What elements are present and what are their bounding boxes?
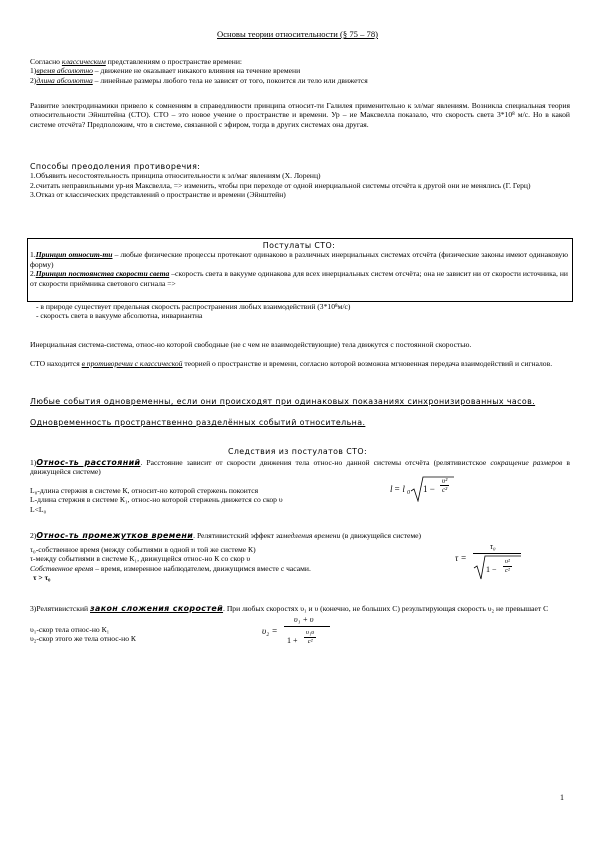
length-contraction-formula: [388, 474, 454, 502]
formula-v-inner-numerator: υ₁υ: [306, 629, 315, 636]
length-moving-definition: L-длина стержня в системе К₁, относ-но которой стержень движется со скор υ: [30, 495, 283, 505]
consequence-3-lead: Релятивистский: [36, 604, 91, 613]
intro-point-1-text: – движение не оказывает никакого влияния на течение времени: [92, 66, 301, 76]
formula-l-numerator: υ²: [442, 477, 448, 485]
postulate-consequence-2: - скорость света в вакууме абсолютна, инвариантна: [36, 311, 203, 321]
page-number: 1: [560, 793, 564, 802]
velocity-1-definition: υ₁-скор тела относ-но К₁: [30, 625, 110, 634]
sto-text-start: СТО находится: [30, 359, 82, 368]
simultaneity-definition: Любые события одновременны, если они происходят при одинаковых показаниях синхронизированных часов.: [30, 397, 536, 406]
intro-point-1-number: 1): [30, 66, 37, 76]
consequence-1-text: . Расстояние зависит от скорости движения тела относ-но данной системы отсчёта (релятивистское: [140, 458, 491, 467]
own-time-text: – время, измеренное наблюдателем, движущимся вместе с часами.: [93, 563, 311, 573]
intro-lead-text-end: представлениям о пространстве времени:: [105, 57, 243, 66]
formula-l-eq: = l: [394, 484, 405, 494]
formula-v-inner-denominator: c²: [307, 637, 313, 645]
consequence-1-number: 1): [30, 458, 37, 467]
consequence-3-definitions: [30, 625, 230, 644]
intro-block: [30, 57, 570, 85]
formula-l-sub: 0: [407, 490, 410, 496]
proper-time-definition: τ₀-собственное время (между событиями в одной и той же системе К): [30, 545, 256, 554]
inertial-frame-paragraph: Инерциальная система-система, относ-но которой свободные (не с чем не взаимодействующие) тела движутся с постоянной скоростью.: [30, 340, 472, 349]
consequence-2-term: Относ-ть промежутков времени: [36, 531, 194, 540]
intro-lead: [30, 57, 570, 66]
formula-v-fraction-bar: [284, 626, 330, 627]
consequence-3: [30, 604, 570, 613]
postulate-consequences: [36, 302, 576, 321]
formula-tau-lhs: τ =: [455, 553, 467, 563]
velocity-2-definition: υ₂-скор этого же тела относ-но К: [30, 634, 136, 644]
sqrt-sign-icon: [473, 555, 521, 580]
postulates-heading: Постулаты СТО:: [262, 241, 336, 250]
consequences-heading: Следствия из постулатов СТО:: [227, 447, 368, 456]
consequence-1-text-end: в движущейся системе): [30, 458, 570, 477]
intro-lead-emphasis: классическим: [61, 57, 106, 66]
history-paragraph: Развитие электродинамики привело к сомнениям в справедливости принципа относит-ти Галилея применительно к эл/маг явлениям. Возникла специальная теория относительности Эйнштейна (СТО). СТО – это новое учение о пространстве и времени. Ур – ие Максвелла показало, что скорость света 3*10⁸ м/с. Но в какой системе отсчёта? Предположим, что в системе, связанной с эфиром, тогда в других системах она другая.: [30, 101, 570, 129]
consequence-2: [30, 531, 570, 540]
postulate-1-number: 1.: [30, 250, 36, 260]
consequence-1-emphasis: сокращение размеров: [490, 458, 563, 467]
sto-contradiction-paragraph: [30, 359, 570, 368]
formula-l: l: [390, 484, 393, 494]
postulate-consequence-1: - в природе существует предельная скорость распространения любых взаимодействий (3*10⁸м/с): [36, 302, 351, 311]
consequence-2-text: . Релятивистский эффект: [193, 531, 276, 540]
formula-tau-inner-fraction: [503, 558, 512, 574]
intro-point-2-number: 2): [30, 75, 37, 85]
postulate-1: [30, 250, 568, 269]
way-2: 2.считать неправильными ур-ия Максвелла, => изменить, чтобы при переходе от одной инерциальной системы отсчёта к другой они не менялись (Г. Герц): [30, 180, 531, 190]
consequence-1: [30, 458, 570, 477]
formula-l-one: 1 −: [423, 484, 435, 494]
formula-tau-inner-denominator: c²: [505, 566, 510, 574]
formula-l-denominator: c²: [442, 486, 448, 494]
postulate-1-term: Принцип относит-ти: [35, 250, 113, 260]
ways-heading: Способы преодоления противоречия:: [30, 162, 201, 171]
ways-block: [30, 162, 570, 200]
sto-text-end: теорией о пространстве и времени, согласно которой возможна мгновенная передача взаимодействий и сигналов.: [182, 359, 553, 368]
consequence-2-emphasis: замедления времени: [275, 531, 341, 540]
formula-v-inner-fraction: [304, 629, 316, 645]
consequence-1-term: Относ-ть расстояний: [36, 458, 141, 467]
own-time-term: Собственное время: [30, 563, 94, 573]
consequence-2-number: 2): [30, 531, 37, 540]
consequence-2-text-end: (в движущейся системе): [340, 531, 422, 540]
intro-lead-text: Согласно: [30, 57, 62, 66]
consequence-2-definitions: [30, 545, 410, 583]
formula-l-fraction: [440, 477, 449, 494]
postulate-2-number: 2.: [30, 269, 36, 279]
moving-time-definition: τ-между событиями в системе К₁, движущейся относ-но К со скор υ: [30, 554, 251, 564]
formula-tau-inner-numerator: υ²: [505, 558, 510, 565]
consequence-1-definitions: [30, 486, 370, 514]
formula-tau-one: 1 −: [486, 565, 497, 574]
length-inequality: L<L₀: [30, 504, 47, 514]
postulates-block: [30, 241, 568, 288]
page-title: Основы теории относительности (§ 75 – 78): [216, 29, 379, 39]
consequence-3-number: 3): [30, 604, 37, 613]
time-inequality: τ > τ₀: [33, 573, 51, 583]
formula-tau-numerator: τ₀: [490, 542, 496, 551]
simultaneity-relativity: Одновременность пространственно разделённых событий относительна.: [30, 418, 366, 427]
formula-tau-fraction-bar: [473, 553, 521, 554]
postulate-2: [30, 269, 568, 288]
own-time-definition: [30, 564, 410, 573]
postulate-1-text: – любые физические процессы протекают одинаково в различных инерциальных системах отсчёта (физические законы имеют одинаковую форму): [30, 250, 568, 269]
intro-point-2-text: – линейные размеры любого тела не зависят от того, покоится ли тело или движется: [92, 75, 368, 85]
intro-point-2: [30, 76, 570, 85]
consequence-3-term: закон сложения скоростей: [90, 604, 224, 613]
intro-point-1: [30, 66, 570, 75]
intro-point-1-term: время абсолютно: [36, 66, 93, 76]
sto-text-emphasis: в противоречии с классической: [81, 359, 183, 368]
consequence-3-text: . При любых скоростях υ₁ и υ (конечно, не больших С) результирующая скорость υ₂ не превышает С: [223, 604, 549, 613]
formula-v-one: 1 +: [287, 636, 298, 645]
postulate-2-text: –скорость света в вакууме одинакова для всех инерциальных систем отсчёта; она не зависит ни от скорости источника, ни от скорости приёмника светового сигнала =>: [30, 269, 568, 288]
formula-v-lhs: υ₂ =: [262, 626, 278, 636]
way-1: 1.Объявить несостоятельность принципа относительности к эл/маг явлениям (Х. Лоренц): [30, 171, 321, 181]
way-3: 3.Отказ от классических представлений о пространстве и времени (Эйнштейн): [30, 190, 286, 200]
formula-v-numerator: υ₁ + υ: [294, 615, 314, 624]
velocity-addition-formula: [260, 614, 332, 654]
time-dilation-formula: [453, 541, 523, 581]
intro-point-2-term: длина абсолютна: [36, 75, 93, 85]
postulate-2-term: Принцип постоянства скорости света: [35, 269, 170, 279]
length-rest-definition: L₀-длина стержня в системе К, относит-но которой стержень покоится: [30, 486, 259, 495]
